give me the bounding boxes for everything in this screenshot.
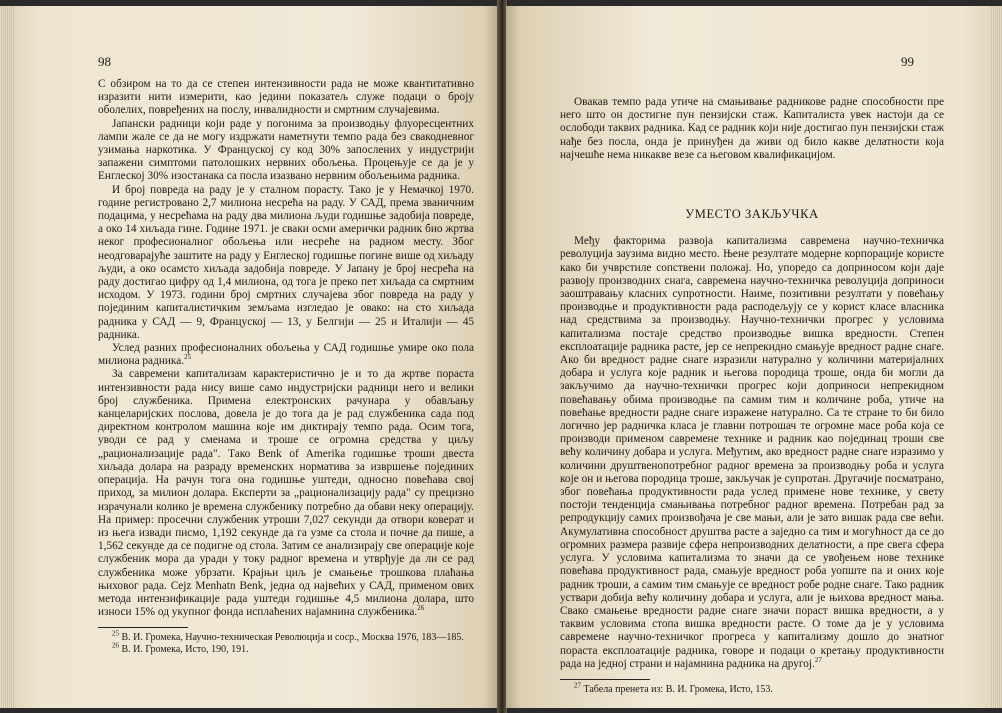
footnote: $^{27}$ Табела пренета из: В. И. Громека, Исто, 153.	[574, 681, 773, 695]
right-page	[506, 6, 990, 708]
paragraph: Овакав темпо рада утиче на смањивање радникове радне способности пре него што он достигне пун пензијски стаж. Капиталиста увек настоји да се ослободи таквих радника. Кад се радник који није достигао пун пензијски стаж нађе без посла, онда је принуђен да живи од било какве делатности која најчешће нема никакве везе са његовом квалификацијом.	[560, 96, 944, 161]
footnote-ref: 27	[814, 655, 822, 664]
section-heading: УМЕСТО ЗАКЉУЧКА	[685, 207, 819, 222]
paragraph: Међу факторима развоја капитализма савремена научно-техничка револуција заузима видно место. Њене резултате модерне корпорације користе како би учврстиле сопствени положај. Но, упоредо са доприносом који даје развоју производних снага, савремена научно-техничка револуција доприноси заоштравању класних супротности. Наиме, позитивни резултати у повећању производње и продуктивности рада расподељују се у корист класе власника над средствима за производњу. Научно-технички прогрес у условима капитализма постаје средство производње вишка вредности. Степен експлоатације радника расте, јер се непрекидно смањује вредност радне снаге. Ако би вредност радне снаге изразили натурално у количини материјалних добара и услуга које радник и његова породица троше, онда би могли да закључимо да научно-технички прогрес који доприноси непрекидном повећавању обима производње па самим тим и количине роба, утиче на повећање вредности радне снаге изражене натурално. Са те стране то би било логично јер радничка класа је главни потрошач те огромне масе роба која се производи применом савремене технике и радник као појединац троши све већу количину добара и услуга. Међутим, ако вредност радне снаге изразимо у количини друштвенопотребног радног времена за производњу роба и услуга које он и његова породица троше, закључак је супротан. Другачије посматрано, због повећања продуктивности рада услед примене нове технике, у свету постоји тенденција смањивања потребног радног времена. Потребан рад за репродукцију самих произвођача је све мањи, али је зато вишак рада све већи. Акумулативна способност друштва расте а заједно са тим и могућност да се до огромних размера развије сфера непроизводних делатности, а пре свега сфера услуга. У условима капитализма то значи да се увођењем нове технике повећава продуктивност рада, смањује вредност роба уопште па и оних које радник троши, а самим тим смањује се вредност робе родне снаге. Тако радник уствари добија већу количину добара и услуга, али је њихова вредност мања. Свако смањење вредности радне снаге значи пораст вишка вредности, а у таквим условима стопа вишка вредности расте. О томе да је у условима савремене научно-техничког прогреса у капитализму дошло до знатног пораста експлоатације радника, говоре и подаци о кретању продуктивности рада на једној страни и најамнина радника на другој.$^{27}$	[560, 235, 944, 670]
paragraph: С обзиром на то да се степен интензивности рада не може квантитативно изразити нити измерити, као једини показатељ служе подаци о броју оболелих, повређених на послу, инвалидности и смртним случајевима.	[98, 78, 474, 117]
paragraph: Услед разних професионалних обољења у САД годишње умире око пола милиона радника.$^{25}$	[98, 342, 474, 368]
paragraph: За савремени капитализам карактеристично је и то да жртве пораста интензивности рада нису више само индустријски радници него и велики број службеника. Примена електронских рачунара у обављању канцеларијских послова, довела је до тога да је рад службеника сада под директном контролом машина које им диктирају темпо рада. Осим тога, уводи се рад у сменама и троше се огромна средства у циљу „рационализације рада". Тако Benk of Amerika годишње троши двеста хиљада долара на разраду временских норматива за извршење појединих операција. На рачун тога она годишње уштеди, односно повећава свој приход, за милион долара. Експерти за „рационализацију рада" су прецизно израчунали колико је времена службенику потребно да обави неку операцију. На пример: просечни службеник утроши 7,027 секунди да отвори коверат и из њега извади писмо, 1,192 секунде да га узме са стола и почне да пише, а 1,562 секунде да се подигне од стола. Затим се анализирају све операције које службеник мора да уради у току радног времена и утврђује да ли се рад службеника може убрзати. Крајњи циљ је смањење трошкова плаћања њиховог рада. Cejz Menhatn Benk, једна од највећих у САД, применом ових метода интензификације рада уштеди годишње 4,5 милиона долара, што износи 15% од укупног фонда исплаћених најамнина службеника.$^{26}$	[98, 368, 474, 619]
page-edges-left	[0, 6, 14, 708]
paragraph: И број повреда на раду је у сталном порасту. Тако је у Немачкој 1970. године регистровано 2,7 милиона несрећа на раду. У САД, према званичним подацима, у несрећама на раду два милиона људи годишње задобија повреде, а око 14 хиљада гине. Године 1971. је сваки осми амерички радник био жртва неког професионалног обољења или несреће на радном месту. Због неодговарајуће заштите на раду у Енглеској годишње погине више од хиљаду људи, а око осамсто хиљада задобија повреде. У Јапану је број несрећа на раду достигао цифру од 1,4 милиона, од тога је преко пет хиљада са смртним исходом. У 1973. години број смртних случајева због повреда на раду у појединим капиталистичким земљама изгледао је овако: на сто хиљада радника у САД — 9, Француској — 13, у Белгији — 25 и Италији — 45 радника.	[98, 183, 474, 341]
footnote-ref: 26	[417, 604, 425, 613]
page-number: 98	[98, 54, 111, 69]
footnote: $^{25}$ В. И. Громека, Научно-техническая Революција и соср., Москва 1976, 183—185.	[112, 630, 464, 644]
footnote-ref: 25	[184, 353, 192, 362]
footnote-divider	[98, 627, 188, 628]
body-text	[560, 96, 944, 696]
footnote-divider	[560, 679, 650, 680]
page-edges-right	[988, 6, 1002, 708]
paragraph: Јапански радници који раде у погонима за производњу флуоресцентних лампи жале се да не могу издржати наметнути темпо рада без свакодневног узимања наркотика. У Француској су код 30% запослених у индустрији запажени симптоми патолошких нервних обољења. Процењује се да је у Енглеској 30% изостанака са посла изазвано нервним обољењима радника.	[98, 117, 474, 183]
left-page	[14, 6, 498, 708]
footnote: $^{26}$ В. И. Громека, Исто, 190, 191.	[112, 642, 249, 656]
body-text	[98, 78, 474, 656]
page-number: 99	[901, 54, 914, 69]
